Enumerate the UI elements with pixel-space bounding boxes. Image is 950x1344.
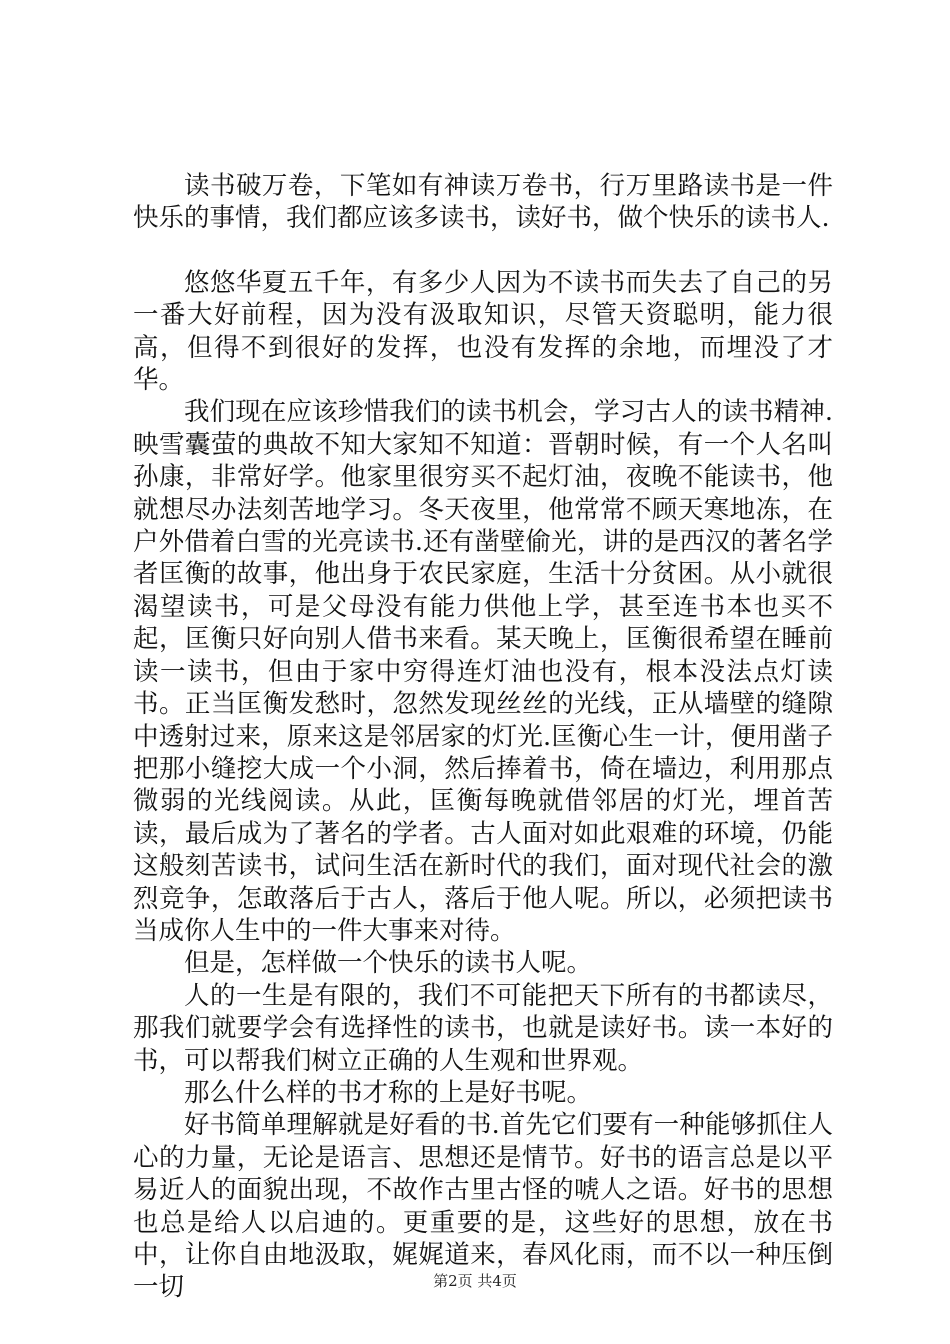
- paragraph-good-book-definition: 好书简单理解就是好看的书.首先它们要有一种能够抓住人心的力量，无论是语言、思想还是情节。好书的语言总是以平易近人的面貌出现，不故作古里古怪的唬人之语。好书的思想也总是给人以启迪的。更重要的是，这些好的思想，放在书中，让你自由地汲取，娓娓道来，春风化雨，而不以一种压倒一切: [133, 1110, 833, 1303]
- paragraph-ancient-examples: 我们现在应该珍惜我们的读书机会，学习古人的读书精神.映雪囊萤的典故不知大家知不知道：晋朝时候，有一个人名叫孙康，非常好学。他家里很穷买不起灯油，夜晚不能读书，他就想尽办法刻苦地学习。冬天夜里，他常常不顾天寒地冻，在户外借着白雪的光亮读书.还有凿壁偷光，讲的是西汉的著名学者匡衡的故事，他出身于农民家庭，生活十分贫困。从小就很渴望读书，可是父母没有能力供他上学，甚至连书本也买不起，匡衡只好向别人借书来看。某天晚上，匡衡很希望在睡前读一读书，但由于家中穷得连灯油也没有，根本没法点灯读书。正当匡衡发愁时，忽然发现丝丝的光线，正从墙壁的缝隙中透射过来，原来这是邻居家的灯光.匡衡心生一计，便用凿子把那小缝挖大成一个小洞，然后捧着书，倚在墙边，利用那点微弱的光线阅读。从此，匡衡每晚就借邻居的灯光，埋首苦读，最后成为了著名的学者。古人面对如此艰难的环境，仍能这般刻苦读书，试问生活在新时代的我们，面对现代社会的激烈竞争，怎敢落后于古人，落后于他人呢。所以，必须把读书当成你人生中的一件大事来对待。: [133, 397, 833, 946]
- paragraph-question-happy-reader: 但是，怎样做一个快乐的读书人呢。: [184, 948, 593, 979]
- page-number: 第2页 共4页: [433, 1272, 517, 1290]
- paragraph-question-good-book: 那么什么样的书才称的上是好书呢。: [184, 1077, 593, 1108]
- paragraph-history: 悠悠华夏五千年，有多少人因为不读书而失去了自己的另一番大好前程，因为没有汲取知识，尽管天资聪明，能力很高，但得不到很好的发挥，也没有发挥的余地，而埋没了才华。: [133, 267, 833, 396]
- paragraph-intro: 读书破万卷，下笔如有神读万卷书，行万里路读书是一件快乐的事情，我们都应该多读书，读好书，做个快乐的读书人.: [133, 171, 833, 234]
- paragraph-choose-good-books: 人的一生是有限的，我们不可能把天下所有的书都读尽，那我们就要学会有选择性的读书，也就是读好书。读一本好的书，可以帮我们树立正确的人生观和世界观。: [133, 980, 833, 1076]
- page-footer: [0, 1271, 950, 1291]
- document-body: [133, 170, 833, 1304]
